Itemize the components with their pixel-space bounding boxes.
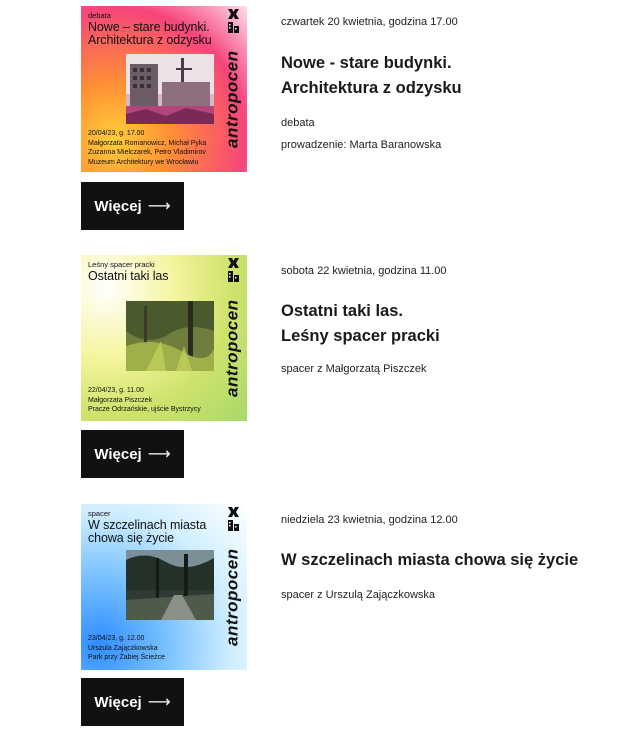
park-photo <box>126 550 214 620</box>
poster-title: Nowe – stare budynki. Architektura z odzysku <box>88 20 212 47</box>
event-poster[interactable] <box>81 6 247 172</box>
industrial-building-photo <box>126 54 214 124</box>
arrow-right-icon: ⟶ <box>147 694 171 711</box>
event-poster[interactable] <box>81 504 247 670</box>
logo-building-icon <box>228 520 239 531</box>
event-date: sobota 22 kwietnia, godzina 11.00 <box>281 265 447 277</box>
arrow-right-icon: ⟶ <box>147 446 171 463</box>
event-host: spacer z Urszulą Zajączkowska <box>281 589 436 601</box>
more-button[interactable]: Więcej ⟶ <box>81 430 184 478</box>
poster-brand: antropocen <box>223 548 242 646</box>
logo-mark-icon <box>228 9 239 19</box>
poster-type: Leśny spacer pracki <box>88 260 155 269</box>
poster-info: 20/04/23, g. 17.00 Małgorzata Romanowicz, Michał Pyka Zuzanna Mielczarek, Petro Vladimirov Muzeum Architektury we Wrocławiu <box>88 130 207 166</box>
event-date: czwartek 20 kwietnia, godzina 17.00 <box>281 16 458 28</box>
event-host: spacer z Małgorzatą Piszczek <box>281 363 427 375</box>
logo-building-icon <box>228 22 239 33</box>
more-button[interactable]: Więcej ⟶ <box>81 678 184 726</box>
poster-type: debata <box>88 11 111 20</box>
poster-brand: antropocen <box>223 50 242 148</box>
event-title[interactable]: Nowe - stare budynki. Architektura z odzysku <box>281 54 462 97</box>
poster-title: W szczelinach miasta chowa się życie <box>88 518 207 545</box>
event-poster[interactable] <box>81 255 247 421</box>
event-type: debata <box>281 117 315 129</box>
poster-info: 22/04/23, g. 11.00 Małgorzata Piszczek Pracze Odrzańskie, ujście Bystrzycy <box>88 387 201 414</box>
event-date: niedziela 23 kwietnia, godzina 12.00 <box>281 514 458 526</box>
event-title[interactable]: Ostatni taki las. Leśny spacer pracki <box>281 302 440 345</box>
poster-brand: antropocen <box>223 299 242 397</box>
logo-mark-icon <box>228 507 239 517</box>
forest-photo <box>126 301 214 371</box>
more-button[interactable]: Więcej ⟶ <box>81 182 184 230</box>
event-title[interactable]: W szczelinach miasta chowa się życie <box>281 551 579 569</box>
logo-building-icon <box>228 271 239 282</box>
arrow-right-icon: ⟶ <box>147 198 171 215</box>
logo-mark-icon <box>228 258 239 268</box>
event-host: prowadzenie: Marta Baranowska <box>281 139 442 151</box>
poster-info: 23/04/23, g. 12.00 Urszula Zajączkowska Park przy Żabiej Ścieżce <box>88 635 166 662</box>
poster-type: spacer <box>88 509 111 518</box>
poster-title: Ostatni taki las <box>88 269 169 283</box>
